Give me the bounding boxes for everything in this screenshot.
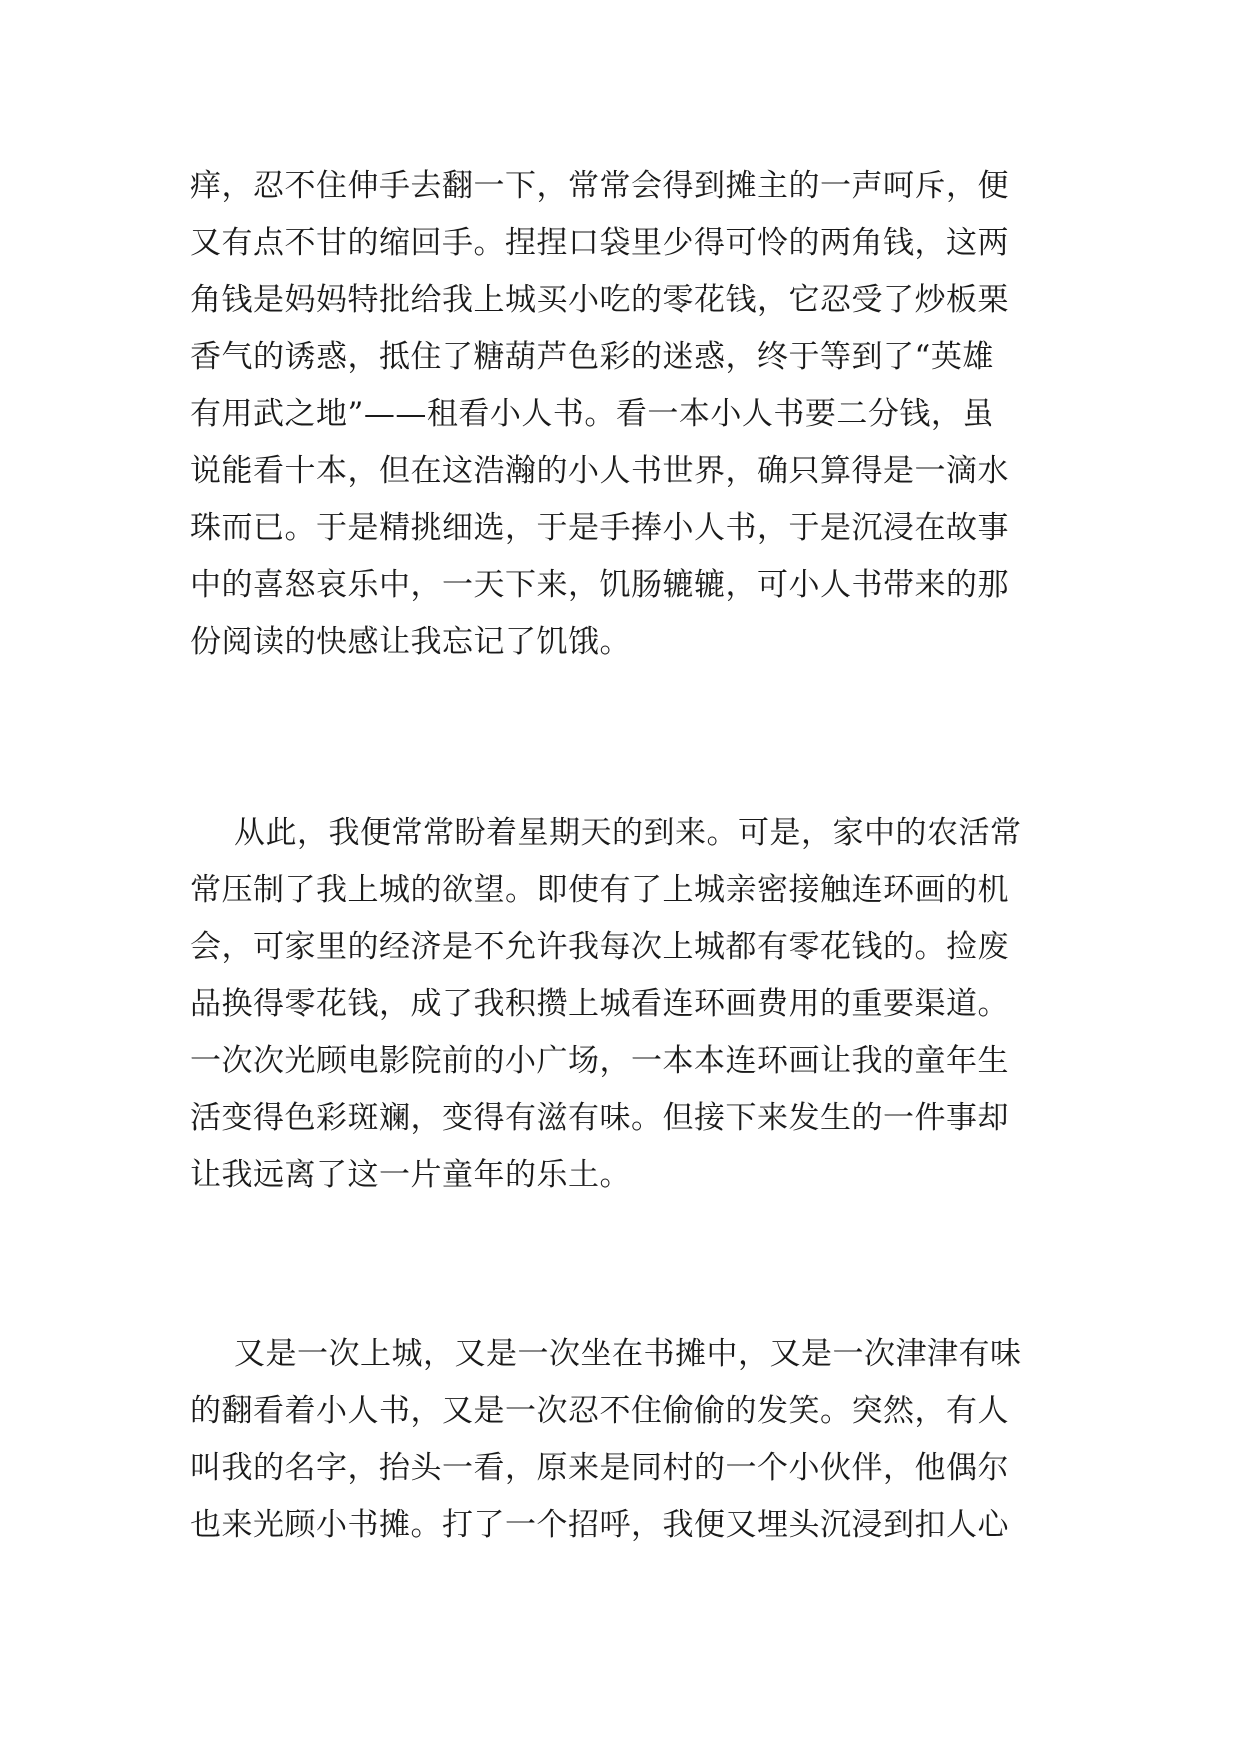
text-line: 活变得色彩斑斓，变得有滋有味。但接下来发生的一件事却	[190, 1100, 1009, 1136]
text-line: 又是一次上城，又是一次坐在书摊中，又是一次津津有味	[234, 1336, 1022, 1372]
text-line: 珠而已。于是精挑细选，于是手捧小人书，于是沉浸在故事	[190, 510, 1009, 546]
paragraph-sunday-trips	[190, 805, 1070, 1204]
text-line: 香气的诱惑，抵住了糖葫芦色彩的迷惑，终于等到了“英雄	[190, 339, 994, 375]
text-line: 中的喜怒哀乐中，一天下来，饥肠辘辘，可小人书带来的那	[190, 567, 1009, 603]
text-line: 会，可家里的经济是不允许我每次上城都有零花钱的。捡废	[190, 929, 1009, 965]
text-line: 也来光顾小书摊。打了一个招呼，我便又埋头沉浸到扣人心	[190, 1507, 1009, 1543]
text-line: 品换得零花钱，成了我积攒上城看连环画费用的重要渠道。	[190, 986, 1009, 1022]
text-line: 痒，忍不住伸手去翻一下，常常会得到摊主的一声呵斥，便	[190, 168, 1009, 204]
text-line: 一次次光顾电影院前的小广场，一本本连环画让我的童年生	[190, 1043, 1009, 1079]
text-line: 说能看十本，但在这浩瀚的小人书世界，确只算得是一滴水	[190, 453, 1009, 489]
paragraph-another-trip	[190, 1326, 1070, 1554]
text-line: 的翻看着小人书，又是一次忍不住偷偷的发笑。突然，有人	[190, 1393, 1009, 1429]
text-line: 让我远离了这一片童年的乐土。	[190, 1157, 631, 1193]
text-line: 角钱是妈妈特批给我上城买小吃的零花钱，它忍受了炒板栗	[190, 282, 1009, 318]
text-line: 又有点不甘的缩回手。捏捏口袋里少得可怜的两角钱，这两	[190, 225, 1009, 261]
text-line: 份阅读的快感让我忘记了饥饿。	[190, 624, 631, 660]
text-line: 叫我的名字，抬头一看，原来是同村的一个小伙伴，他偶尔	[190, 1450, 1009, 1486]
text-line: 从此，我便常常盼着星期天的到来。可是，家中的农活常	[234, 815, 1022, 851]
paragraph-continuation	[190, 158, 1070, 671]
text-line: 常压制了我上城的欲望。即使有了上城亲密接触连环画的机	[190, 872, 1009, 908]
text-line: 有用武之地”——租看小人书。看一本小人书要二分钱，虽	[190, 396, 994, 432]
